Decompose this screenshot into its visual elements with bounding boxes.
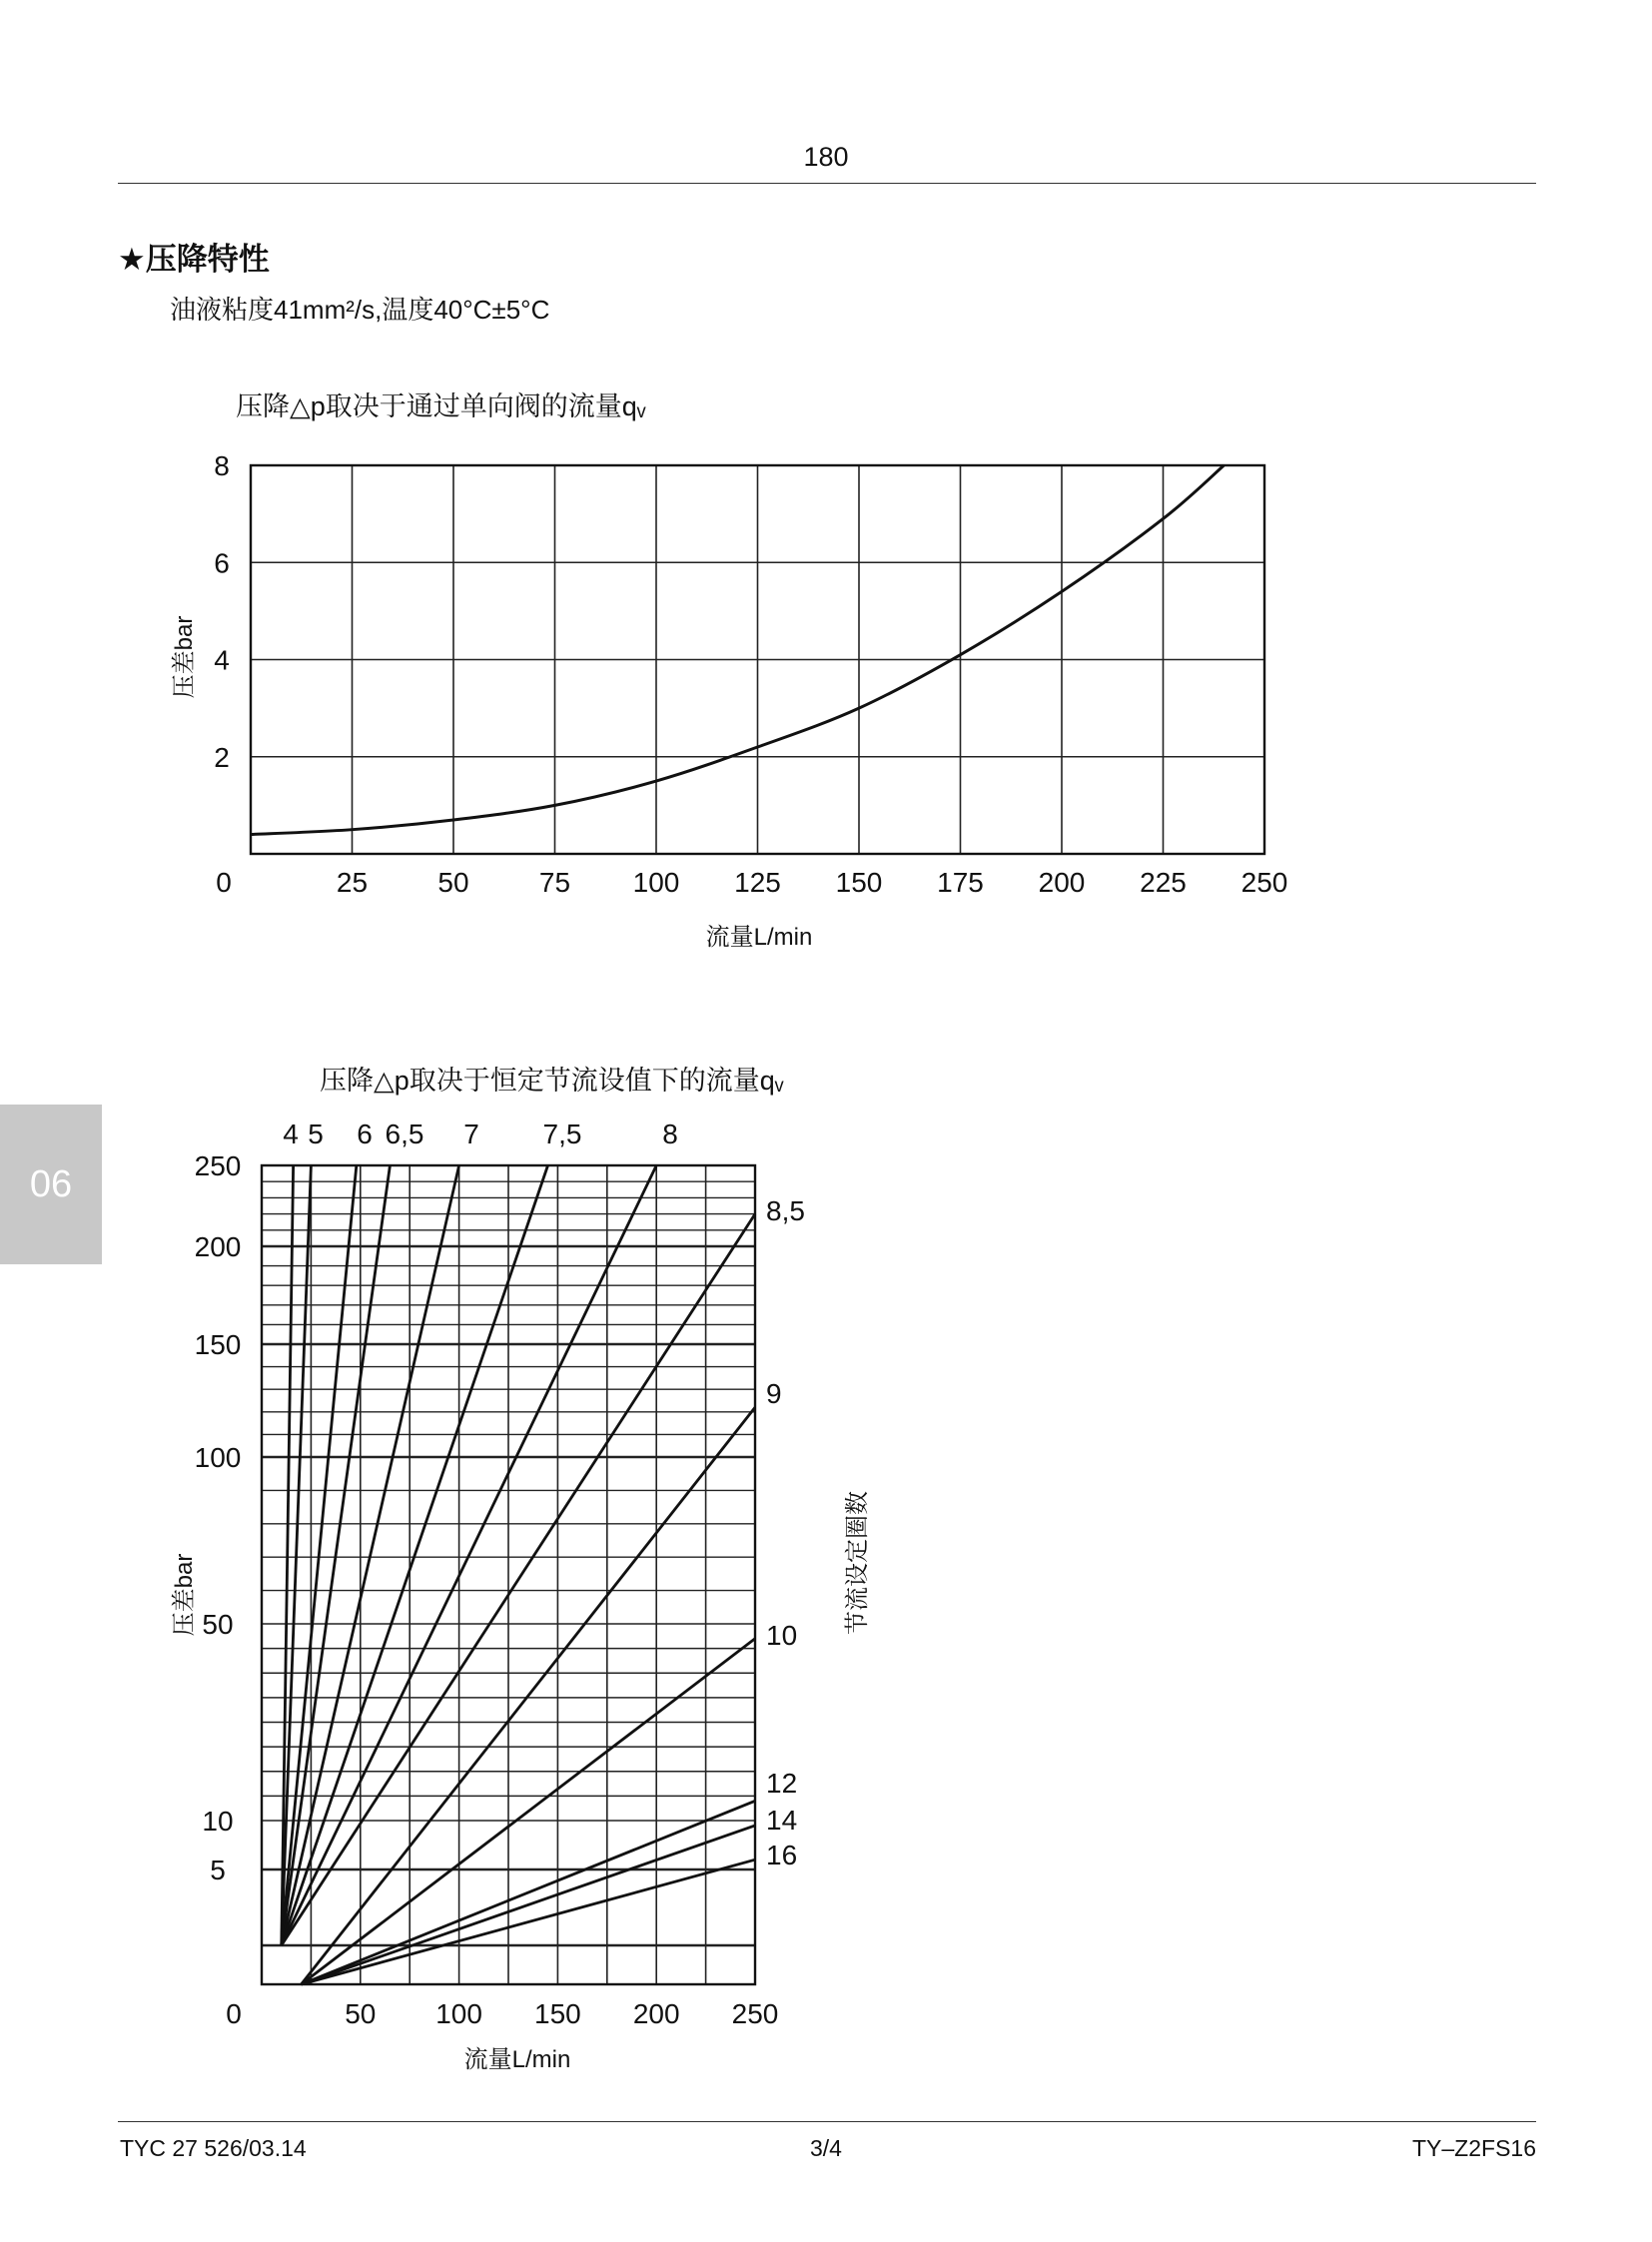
chart1-x-tick-label: 200: [1038, 867, 1086, 898]
chart2-curve-label: 7,5: [542, 1119, 582, 1149]
chart2-curve-label: 12: [766, 1768, 798, 1799]
chart1-x-ticks: [216, 867, 1287, 898]
chart1-x-tick-label: 150: [835, 867, 883, 898]
chart2-x-axis-label: 流量L/min: [463, 2046, 571, 2073]
chart2-x-ticks: [226, 1998, 778, 2029]
chart2-curve-label: 6,5: [385, 1119, 424, 1149]
chart-throttle: [0, 999, 1652, 2097]
chart2-curve-label: 4: [283, 1119, 299, 1149]
chapter-tab-label: 06: [29, 1162, 73, 1205]
footer-page-fraction: 3/4: [810, 2135, 842, 2161]
chart2-x-tick-label: 200: [632, 1998, 680, 2029]
page-number: 180: [803, 142, 849, 172]
chart1-y-ticks: [214, 450, 230, 773]
footer-model: TY–Z2FS16: [1412, 2135, 1536, 2161]
chart2-y-axis-label: 压差bar: [171, 1553, 198, 1637]
footer-doc-code: TYC 27 526/03.14: [120, 2135, 307, 2161]
chart1-x-tick-label: 225: [1140, 867, 1187, 898]
chart2-curve-label: 16: [766, 1840, 798, 1870]
chart2-curve-label: 9: [766, 1378, 782, 1409]
chart2-series-7: [282, 1165, 459, 1945]
chart2-x-tick-label: 250: [731, 1998, 779, 2029]
chart-check-valve: [0, 0, 1652, 999]
chart2-y-ticks: [195, 1150, 242, 1885]
footer-rule: [118, 2121, 1536, 2122]
chart2-y-tick-label: 100: [194, 1442, 242, 1473]
chart2-y-tick-label: 5: [210, 1855, 226, 1885]
section-subtitle: 油液粘度41mm²/s,温度40°C±5°C: [170, 295, 550, 325]
chart1-series: [251, 465, 1224, 835]
chart1-y-tick-label: 2: [214, 741, 230, 773]
chart2-curve-label: 6: [357, 1119, 373, 1149]
chart2-curve-label: 8,5: [766, 1195, 805, 1226]
chart1-x-tick-label: 0: [216, 867, 232, 898]
chart2-y-tick-label: 150: [194, 1329, 242, 1360]
chart1-x-tick-label: 50: [437, 867, 469, 898]
chart1-x-axis-label: 流量L/min: [705, 924, 813, 951]
chart1-x-tick-label: 75: [538, 867, 571, 898]
chart2-curve-label: 14: [766, 1805, 798, 1836]
chart1-x-tick-label: 250: [1240, 867, 1288, 898]
chart2-series-8-5: [282, 1214, 755, 1945]
chart1-x-tick-label: 100: [632, 867, 680, 898]
chart1-y-tick-label: 4: [214, 644, 230, 676]
chart2-y-tick-label: 10: [202, 1806, 234, 1837]
chart2-top-curve-labels: [283, 1119, 678, 1149]
chart2-series-9: [302, 1407, 755, 1984]
chart1-grid: [251, 465, 1264, 854]
chart2-right-axis-label: 节流设定圈数: [844, 1491, 871, 1635]
chart2-series-14: [302, 1826, 755, 1984]
chart2-curve-label: 5: [308, 1119, 324, 1149]
chart2-y-tick-label: 200: [194, 1231, 242, 1262]
chart2-series: [282, 1165, 755, 1984]
chart2-curve-label: 10: [766, 1620, 798, 1651]
section-title: ★压降特性: [118, 242, 270, 277]
chart2-curve-label: 7: [463, 1119, 479, 1149]
chart2-x-tick-label: 50: [345, 1998, 377, 2029]
chart2-y-tick-label: 50: [202, 1609, 234, 1640]
chart2-series-12: [302, 1801, 755, 1984]
chart1-x-tick-label: 175: [937, 867, 984, 898]
chart1-y-axis-label: 压差bar: [171, 615, 198, 699]
chart2-right-curve-labels: [766, 1195, 805, 1870]
chart2-x-tick-label: 100: [435, 1998, 482, 2029]
chart2-series-8: [282, 1165, 656, 1945]
chart1-x-tick-label: 25: [336, 867, 369, 898]
chart1-title: 压降△p取决于通过单向阀的流量qᵥ: [236, 391, 646, 421]
chart2-title: 压降△p取决于恒定节流设值下的流量qᵥ: [320, 1066, 784, 1096]
chart1-x-tick-label: 125: [734, 867, 781, 898]
chart1-series-line: [251, 465, 1224, 835]
chart1-y-tick-label: 6: [214, 547, 230, 579]
chart2-x-tick-label: 150: [534, 1998, 581, 2029]
chart2-series-16: [302, 1860, 755, 1984]
chart2-series-6-5: [282, 1165, 391, 1945]
chart2-y-tick-label: 250: [194, 1150, 242, 1181]
chart2-curve-label: 8: [662, 1119, 678, 1149]
chart2-x-tick-label: 0: [226, 1998, 242, 2029]
chart2-series-5: [282, 1165, 312, 1945]
chart1-y-tick-label: 8: [214, 450, 230, 481]
